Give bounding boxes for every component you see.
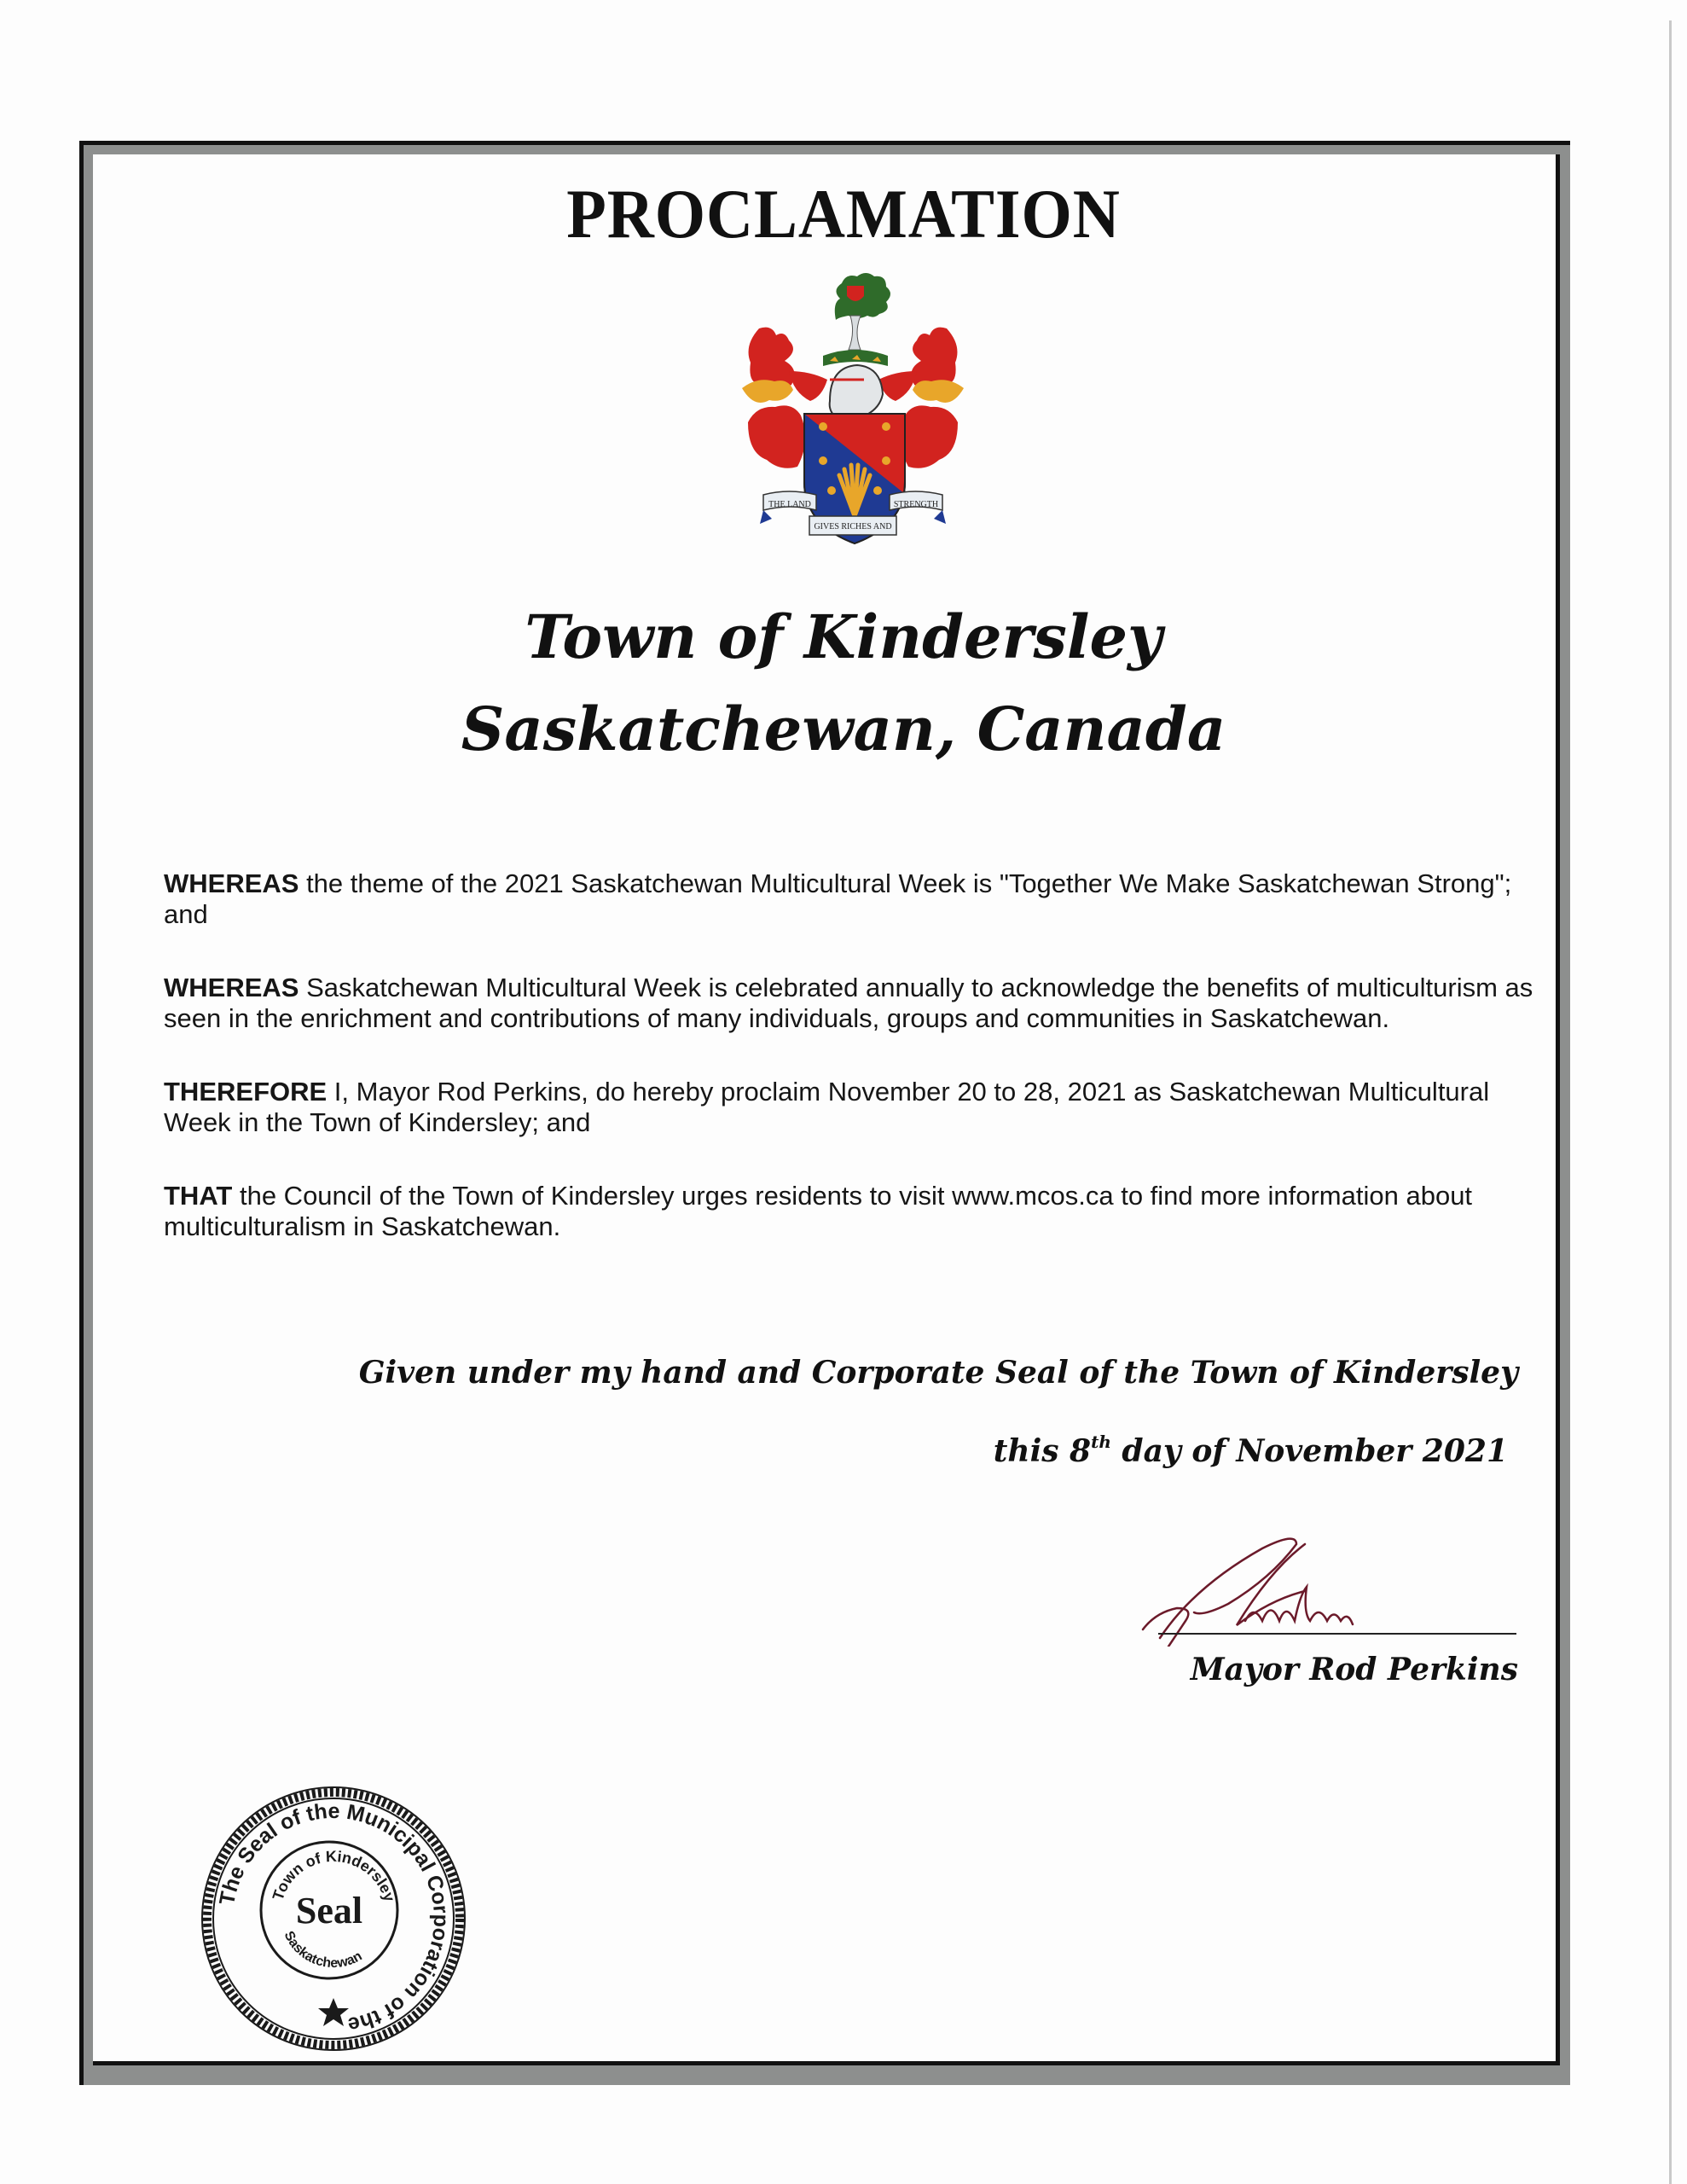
svg-text:Town of Kindersley: Town of Kindersley <box>269 1847 398 1904</box>
therefore-paragraph <box>164 1077 1562 1138</box>
date-prefix: this 8 <box>993 1433 1092 1469</box>
svg-text:STRENGTH: STRENGTH <box>893 500 939 509</box>
given-under-hand-line: Given under my hand and Corporate Seal of the Town of Kindersley <box>358 1355 1518 1391</box>
location-heading: Saskatchewan, Canada <box>461 694 1226 764</box>
paragraph-text: the Council of the Town of Kindersley urges residents to visit www.mcos.ca to find more information about multiculturalism in Saskatchewan. <box>164 1181 1473 1241</box>
paragraph-lead: THAT <box>164 1181 233 1211</box>
coat-of-arms-crest <box>738 260 968 555</box>
whereas-paragraph-1 <box>164 868 1562 930</box>
whereas-paragraph-2 <box>164 973 1562 1034</box>
svg-text:Seal: Seal <box>295 1890 363 1931</box>
town-name-heading: Town of Kindersley <box>525 601 1162 672</box>
crest-tree-icon <box>835 273 890 350</box>
svg-text:THE LAND: THE LAND <box>768 500 811 509</box>
crest-helmet-icon <box>830 365 883 418</box>
proclamation-body <box>164 868 1562 1285</box>
mayor-signature <box>1134 1527 1527 1647</box>
corporate-seal <box>201 1786 466 2051</box>
paragraph-lead: WHEREAS <box>164 973 299 1002</box>
that-paragraph <box>164 1181 1562 1242</box>
signer-name: Mayor Rod Perkins <box>1190 1652 1518 1687</box>
svg-text:The Seal of the Municipal Corp: The Seal of the Municipal Corporation of the <box>215 1798 454 2037</box>
paragraph-lead: THEREFORE <box>164 1077 328 1107</box>
svg-text:GIVES RICHES AND: GIVES RICHES AND <box>814 522 892 531</box>
signature-line <box>1158 1633 1516 1635</box>
proclamation-title: PROCLAMATION <box>566 175 1121 253</box>
paragraph-text: the theme of the 2021 Saskatchewan Multicultural Week is "Together We Make Saskatchewan Strong"; and <box>164 868 1512 929</box>
date-ordinal: th <box>1091 1432 1111 1452</box>
date-suffix: day of November 2021 <box>1110 1433 1508 1469</box>
paragraph-text: I, Mayor Rod Perkins, do hereby proclaim November 20 to 28, 2021 as Saskatchewan Multicultural Week in the Town of Kindersley; and <box>164 1077 1490 1137</box>
svg-text:Saskatchewan: Saskatchewan <box>281 1929 365 1972</box>
scan-edge-line <box>1669 20 1672 2184</box>
paragraph-lead: WHEREAS <box>164 868 299 898</box>
date-line <box>994 1432 1508 1469</box>
seal-star-icon <box>318 1998 349 2026</box>
paragraph-text: Saskatchewan Multicultural Week is celebrated annually to acknowledge the benefits of multiculturism as seen in the enrichment and contributions of many individuals, groups and communities in Saskatchewan. <box>164 973 1533 1033</box>
